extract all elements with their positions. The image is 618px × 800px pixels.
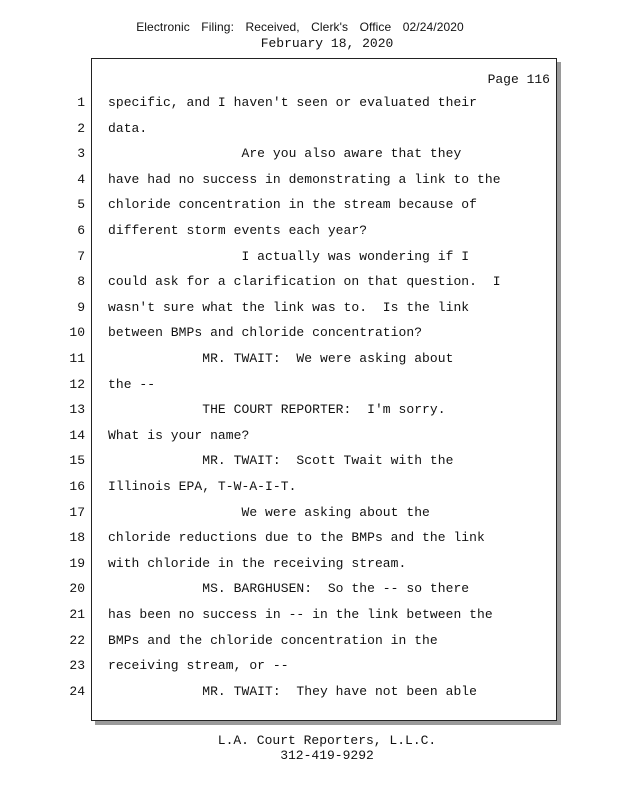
line-text: has been no success in -- in the link between the — [108, 607, 493, 622]
line-number: 10 — [69, 325, 85, 341]
line-text: different storm events each year? — [108, 223, 368, 238]
transcript-line — [0, 248, 560, 266]
line-text: MR. TWAIT: They have not been able — [108, 683, 478, 699]
transcript-line — [0, 504, 560, 522]
transcript-line — [0, 401, 560, 419]
line-text: We were asking about the — [108, 504, 430, 520]
transcript-line — [0, 478, 560, 496]
reporter-phone: 312-419-9292 — [280, 748, 374, 763]
line-number: 8 — [77, 274, 85, 290]
line-text: receiving stream, or -- — [108, 658, 289, 674]
line-text: have had no success in demonstrating a link to the — [108, 171, 501, 187]
hearing-date: February 18, 2020 — [260, 36, 394, 51]
line-text: MR. TWAIT: We were asking about — [108, 351, 454, 366]
transcript-line — [0, 657, 560, 675]
line-number: 2 — [77, 120, 85, 136]
line-text: specific, and I haven't seen or evaluated their — [108, 95, 478, 110]
transcript-line — [0, 299, 560, 317]
line-number: 16 — [69, 479, 85, 494]
line-number: 23 — [69, 658, 85, 674]
transcript-line — [0, 632, 560, 650]
line-number: 22 — [69, 632, 85, 648]
line-text: could ask for a clarification on that question. I — [108, 274, 501, 290]
line-number: 21 — [69, 607, 85, 622]
line-text: THE COURT REPORTER: I'm sorry. — [108, 402, 446, 418]
line-text: MS. BARGHUSEN: So the -- so there — [108, 581, 470, 597]
line-number: 9 — [77, 299, 85, 315]
filing-stamp: Electronic Filing: Received, Clerk's Office 02/24/2020 — [136, 20, 464, 34]
line-text: BMPs and the chloride concentration in the — [108, 632, 438, 648]
line-number: 6 — [77, 223, 85, 238]
transcript-line — [0, 94, 560, 112]
line-number: 13 — [69, 402, 85, 418]
line-number: 12 — [69, 376, 85, 392]
reporter-company: L.A. Court Reporters, L.L.C. — [217, 733, 437, 748]
line-text: Are you also aware that they — [108, 146, 462, 162]
line-number: 5 — [77, 197, 85, 213]
line-text: What is your name? — [108, 427, 250, 443]
footer — [0, 733, 618, 763]
line-number: 7 — [77, 248, 85, 264]
transcript-line — [0, 376, 560, 394]
transcript-line — [0, 324, 560, 342]
transcript-line — [0, 452, 560, 470]
line-text: I actually was wondering if I — [108, 248, 470, 264]
page-number: Page 116 — [487, 72, 550, 87]
transcript-line — [0, 350, 560, 368]
transcript-line — [0, 580, 560, 598]
line-number: 3 — [77, 146, 85, 162]
line-number: 19 — [69, 555, 85, 571]
transcript-line — [0, 555, 560, 573]
transcript-line — [0, 683, 560, 701]
line-number: 4 — [77, 171, 85, 187]
line-number: 24 — [69, 683, 85, 699]
line-text: with chloride in the receiving stream. — [108, 555, 407, 571]
transcript-line — [0, 120, 560, 138]
line-text: data. — [108, 120, 148, 136]
transcript-line — [0, 427, 560, 445]
transcript-line — [0, 171, 560, 189]
transcript-line — [0, 529, 560, 547]
line-number: 20 — [69, 581, 85, 597]
line-text: chloride reductions due to the BMPs and the link — [108, 530, 485, 546]
transcript-line — [0, 273, 560, 291]
transcript-line — [0, 222, 560, 240]
line-number: 18 — [69, 530, 85, 546]
transcript-line — [0, 606, 560, 624]
line-text: MR. TWAIT: Scott Twait with the — [108, 453, 454, 469]
line-number: 14 — [69, 427, 85, 443]
line-text: chloride concentration in the stream because of — [108, 197, 478, 213]
line-number: 15 — [69, 453, 85, 469]
line-number: 1 — [77, 95, 85, 110]
line-text: Illinois EPA, T-W-A-I-T. — [108, 479, 297, 494]
transcript-line — [0, 196, 560, 214]
line-text: the -- — [108, 376, 156, 392]
line-text: between BMPs and chloride concentration? — [108, 325, 423, 341]
line-text: wasn't sure what the link was to. Is the link — [108, 299, 470, 315]
transcript-line — [0, 145, 560, 163]
line-number: 17 — [69, 504, 85, 520]
line-number: 11 — [69, 351, 85, 366]
